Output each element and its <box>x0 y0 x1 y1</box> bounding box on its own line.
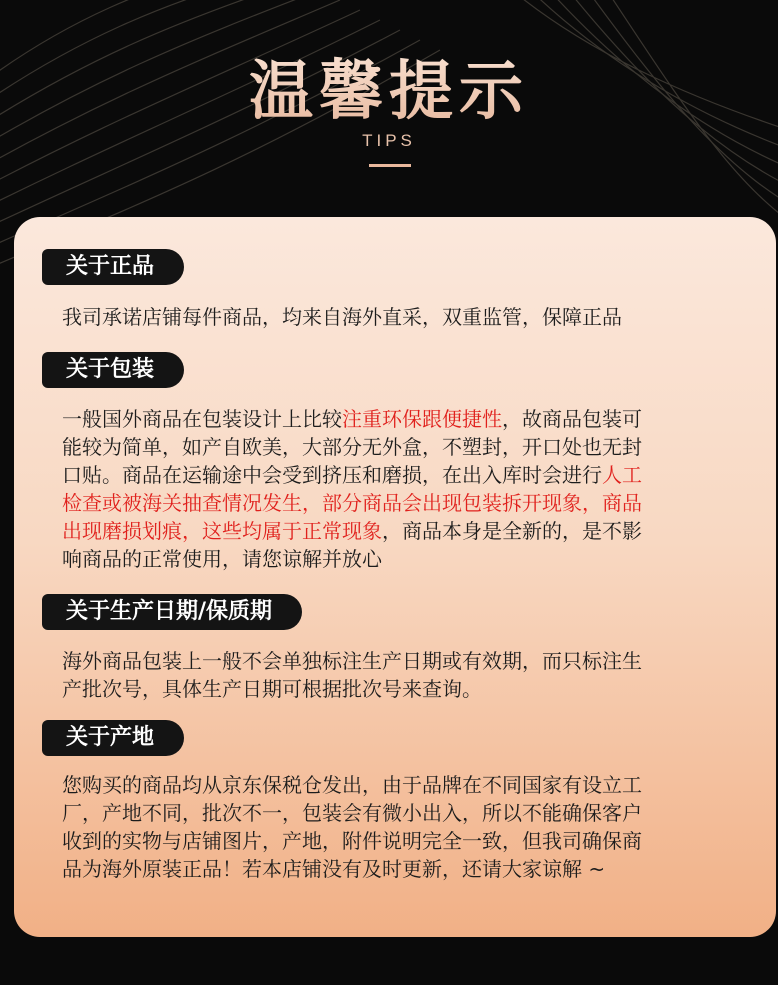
paragraph-line <box>62 827 752 855</box>
body-text: 能较为简单，如产自欧美，大部分无外盒，不塑封，开口处也无封 <box>62 435 642 459</box>
body-text: 海外商品包装上一般不会单独标注生产日期或有效期，而只标注生 <box>62 649 642 673</box>
paragraph-line <box>62 405 752 433</box>
paragraph-line <box>62 771 752 799</box>
body-text: 收到的实物与店铺图片，产地，附件说明完全一致，但我司确保商 <box>62 829 642 853</box>
section-text-origin <box>62 771 752 883</box>
paragraph-line <box>62 303 752 331</box>
body-text: 您购买的商品均从京东保税仓发出，由于品牌在不同国家有设立工 <box>62 773 642 797</box>
highlight-text: 人工 <box>602 463 642 487</box>
paragraph-line <box>62 855 752 883</box>
paragraph-line <box>62 517 752 545</box>
body-text: ，故商品包装可 <box>502 407 642 431</box>
body-text: 口贴。商品在运输途中会受到挤压和磨损，在出入库时会进行 <box>62 463 602 487</box>
paragraph-line <box>62 461 752 489</box>
section-text-production-date <box>62 647 752 703</box>
body-text: 产批次号，具体生产日期可根据批次号来查询。 <box>62 677 482 701</box>
tips-card <box>14 217 776 937</box>
paragraph-line <box>62 799 752 827</box>
body-text: 厂，产地不同，批次不一，包装会有微小出入，所以不能确保客户 <box>62 801 642 825</box>
section-text-authentic <box>62 303 752 331</box>
paragraph-line <box>62 433 752 461</box>
section-text-packaging <box>62 405 752 573</box>
paragraph-line <box>62 675 752 703</box>
highlight-text: 检查或被海关抽查情况发生，部分商品会出现包装拆开现象，商品 <box>62 491 642 515</box>
body-text: 响商品的正常使用，请您谅解并放心 <box>62 547 382 571</box>
body-text: 品为海外原装正品！若本店铺没有及时更新，还请大家谅解 ~ <box>62 857 606 881</box>
title-underline <box>369 164 411 167</box>
section-label-packaging: 关于包装 <box>42 352 184 388</box>
body-text: 一般国外商品在包装设计上比较 <box>62 407 342 431</box>
section-label-origin: 关于产地 <box>42 720 184 756</box>
section-label-production-date: 关于生产日期/保质期 <box>42 594 302 630</box>
paragraph-line <box>62 545 752 573</box>
body-text: ，商品本身是全新的，是不影 <box>382 519 642 543</box>
page-title: 温馨提示 <box>0 40 778 132</box>
page-subtitle: TIPS <box>362 131 416 150</box>
paragraph-line <box>62 647 752 675</box>
body-text: 我司承诺店铺每件商品，均来自海外直采，双重监管，保障正品 <box>62 305 622 329</box>
highlight-text: 出现磨损划痕，这些均属于正常现象 <box>62 519 382 543</box>
highlight-text: 注重环保跟便捷性 <box>342 407 502 431</box>
section-label-authentic: 关于正品 <box>42 249 184 285</box>
paragraph-line <box>62 489 752 517</box>
